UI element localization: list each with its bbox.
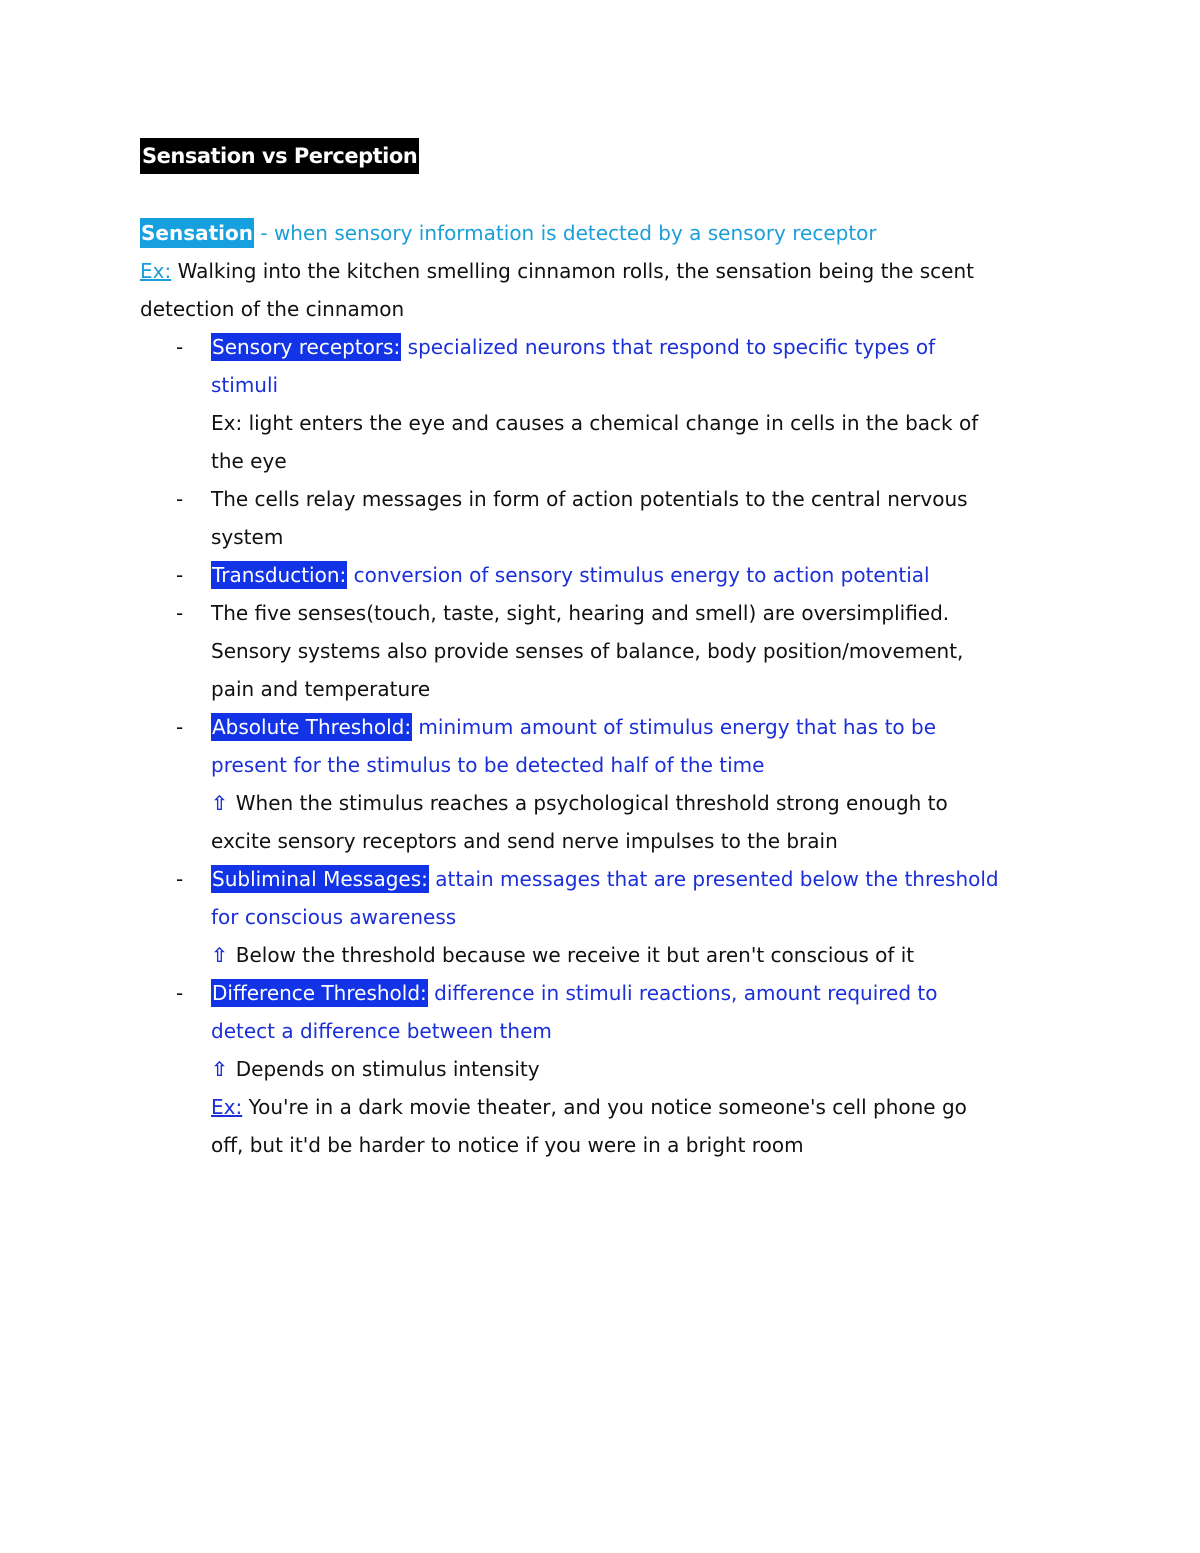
bullet-dash: -	[176, 715, 184, 739]
definition-line	[211, 556, 1070, 594]
example-continuation: off, but it'd be harder to notice if you were in a bright room	[211, 1133, 804, 1157]
example-line: Ex: light enters the eye and causes a chemical change in cells in the back of	[211, 411, 979, 435]
spacer	[140, 174, 1070, 214]
sensation-example-label: Ex:	[140, 259, 172, 283]
note-line	[211, 784, 1070, 822]
bullet-text-line-2: Sensory systems also provide senses of balance, body position/movement,	[211, 639, 964, 663]
definition-text: specialized neurons that respond to specific types of	[401, 335, 936, 359]
note-text: Below the threshold because we receive it but aren't conscious of it	[235, 943, 915, 967]
bullet-absolute-threshold	[140, 708, 1070, 860]
bullet-dash: -	[176, 981, 184, 1005]
page-title: Sensation vs Perception	[140, 138, 419, 174]
up-arrow-icon: ⇧	[211, 943, 228, 967]
example-label: Ex:	[211, 1095, 243, 1119]
sensation-definition: when sensory information is detected by a sensory receptor	[273, 221, 877, 245]
sensation-example-text: Walking into the kitchen smelling cinnamon rolls, the sensation being the scent	[171, 259, 975, 283]
sensation-definition-line	[140, 214, 1070, 252]
bullet-text-continuation: system	[211, 525, 284, 549]
example-continuation: the eye	[211, 449, 287, 473]
up-arrow-icon: ⇧	[211, 1057, 228, 1081]
example-text: You're in a dark movie theater, and you notice someone's cell phone go	[242, 1095, 967, 1119]
definition-text: minimum amount of stimulus energy that has to be	[412, 715, 937, 739]
bullet-subliminal-messages	[140, 860, 1070, 974]
bullet-transduction	[140, 556, 1070, 594]
term-highlight: Transduction:	[212, 563, 347, 587]
up-arrow-icon: ⇧	[211, 791, 228, 815]
document-page	[140, 138, 1070, 1164]
sensation-example-line-2: detection of the cinnamon	[140, 297, 405, 321]
bullet-dash: -	[176, 867, 184, 891]
note-line	[211, 936, 1070, 974]
sensation-example-line	[140, 252, 1070, 290]
bullet-dash: -	[176, 601, 184, 625]
definition-continuation: detect a difference between them	[211, 1019, 552, 1043]
definition-continuation: for conscious awareness	[211, 905, 457, 929]
term-highlight: Difference Threshold:	[212, 981, 427, 1005]
bullet-dash: -	[176, 563, 184, 587]
note-continuation: excite sensory receptors and send nerve impulses to the brain	[211, 829, 838, 853]
example-line	[211, 1088, 1070, 1126]
definition-continuation: present for the stimulus to be detected half of the time	[211, 753, 765, 777]
bullet-difference-threshold	[140, 974, 1070, 1164]
bullet-text-line: The cells relay messages in form of action potentials to the central nervous	[211, 487, 968, 511]
definition-line	[211, 974, 1070, 1012]
note-text: Depends on stimulus intensity	[235, 1057, 540, 1081]
term-highlight: Subliminal Messages:	[212, 867, 428, 891]
definition-text: attain messages that are presented below the threshold	[428, 867, 999, 891]
bullet-dash: -	[176, 335, 184, 359]
bullet-list	[140, 328, 1070, 1164]
definition-text: difference in stimuli reactions, amount required to	[427, 981, 938, 1005]
bullet-dash: -	[176, 487, 184, 511]
note-text: When the stimulus reaches a psychological threshold strong enough to	[235, 791, 948, 815]
sensation-separator: -	[254, 221, 274, 245]
definition-line	[211, 860, 1070, 898]
term-highlight: Sensory receptors:	[212, 335, 401, 359]
bullet-text-line: The five senses(touch, taste, sight, hearing and smell) are oversimplified.	[211, 601, 950, 625]
bullet-cells-relay	[140, 480, 1070, 556]
sensation-term: Sensation	[140, 218, 254, 248]
bullet-five-senses	[140, 594, 1070, 708]
definition-text: conversion of sensory stimulus energy to action potential	[347, 563, 930, 587]
definition-line	[211, 328, 1070, 366]
definition-line	[211, 708, 1070, 746]
term-highlight: Absolute Threshold:	[212, 715, 412, 739]
definition-continuation: stimuli	[211, 373, 279, 397]
bullet-sensory-receptors	[140, 328, 1070, 480]
bullet-text-line-3: pain and temperature	[211, 677, 431, 701]
note-line	[211, 1050, 1070, 1088]
